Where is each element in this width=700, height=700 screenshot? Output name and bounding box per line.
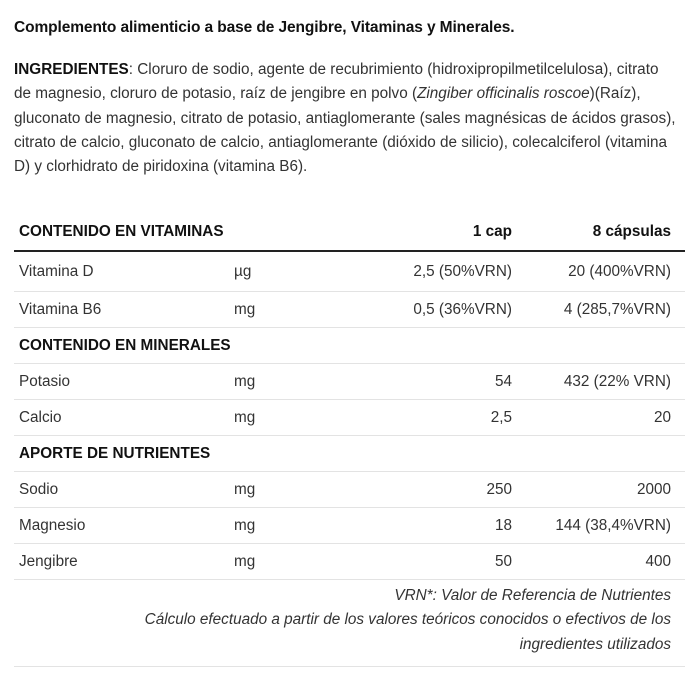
table-row — [14, 364, 685, 400]
ingredients-paragraph — [14, 58, 679, 179]
row-one-cap: 50 — [308, 544, 526, 580]
row-eight-caps: 20 — [526, 400, 685, 436]
row-eight-caps: 20 (400%VRN) — [526, 251, 685, 292]
row-name: Magnesio — [14, 508, 230, 544]
row-unit: mg — [230, 364, 308, 400]
table-row — [14, 472, 685, 508]
ingredients-text-2: )(Raíz), gluconato de magnesio, citrato de potasio, antiaglomerante (sales magnésicas de ácidos grasos), citrato de calcio, gluconato de calcio, antiaglomerante (dióxido de silicio), colecalciferol (vitamina D) y clorhidrato de piridoxina (vitamina B6). — [14, 85, 676, 176]
row-unit: µg — [230, 251, 308, 292]
section-title: APORTE DE NUTRIENTES — [14, 436, 685, 472]
row-unit: mg — [230, 400, 308, 436]
ingredients-text-1: : Cloruro de sodio, agente de recubrimiento (hidroxipropilmetilcelulosa), citrato de magnesio, cloruro de potasio, raíz de jengibre en polvo ( — [14, 61, 659, 103]
row-unit: mg — [230, 292, 308, 328]
section-row-nutrients — [14, 436, 685, 472]
ingredients-label: INGREDIENTES — [14, 61, 129, 78]
row-eight-caps: 432 (22% VRN) — [526, 364, 685, 400]
section-row-minerals — [14, 328, 685, 364]
row-unit: mg — [230, 472, 308, 508]
table-row — [14, 251, 685, 292]
footnotes — [14, 579, 685, 667]
row-one-cap: 54 — [308, 364, 526, 400]
row-one-cap: 2,5 — [308, 400, 526, 436]
table-row — [14, 292, 685, 328]
row-name: Vitamina B6 — [14, 292, 230, 328]
row-one-cap: 18 — [308, 508, 526, 544]
nutrition-table — [14, 214, 685, 580]
row-one-cap: 0,5 (36%VRN) — [308, 292, 526, 328]
table-header-row — [14, 214, 685, 251]
product-headline: Complemento alimenticio a base de Jengibre, Vitaminas y Minerales. — [14, 19, 515, 36]
footnote-vrn: VRN*: Valor de Referencia de Nutrientes — [394, 587, 671, 604]
row-eight-caps: 4 (285,7%VRN) — [526, 292, 685, 328]
row-eight-caps: 400 — [526, 544, 685, 580]
row-unit: mg — [230, 508, 308, 544]
row-name: Vitamina D — [14, 251, 230, 292]
row-eight-caps: 144 (38,4%VRN) — [526, 508, 685, 544]
header-vitamins-title: CONTENIDO EN VITAMINAS — [14, 214, 308, 251]
footnote-calculation: Cálculo efectuado a partir de los valores teóricos conocidos o efectivos de los ingredientes utilizados — [144, 611, 671, 653]
table-row — [14, 508, 685, 544]
ingredients-latin-name: Zingiber officinalis roscoe — [417, 85, 590, 103]
table-row — [14, 400, 685, 436]
row-unit: mg — [230, 544, 308, 580]
header-8caps: 8 cápsulas — [526, 214, 685, 251]
section-title: CONTENIDO EN MINERALES — [14, 328, 685, 364]
row-name: Jengibre — [14, 544, 230, 580]
table-row — [14, 544, 685, 580]
row-name: Potasio — [14, 364, 230, 400]
header-1cap: 1 cap — [308, 214, 526, 251]
row-one-cap: 2,5 (50%VRN) — [308, 251, 526, 292]
row-name: Calcio — [14, 400, 230, 436]
row-name: Sodio — [14, 472, 230, 508]
row-eight-caps: 2000 — [526, 472, 685, 508]
row-one-cap: 250 — [308, 472, 526, 508]
